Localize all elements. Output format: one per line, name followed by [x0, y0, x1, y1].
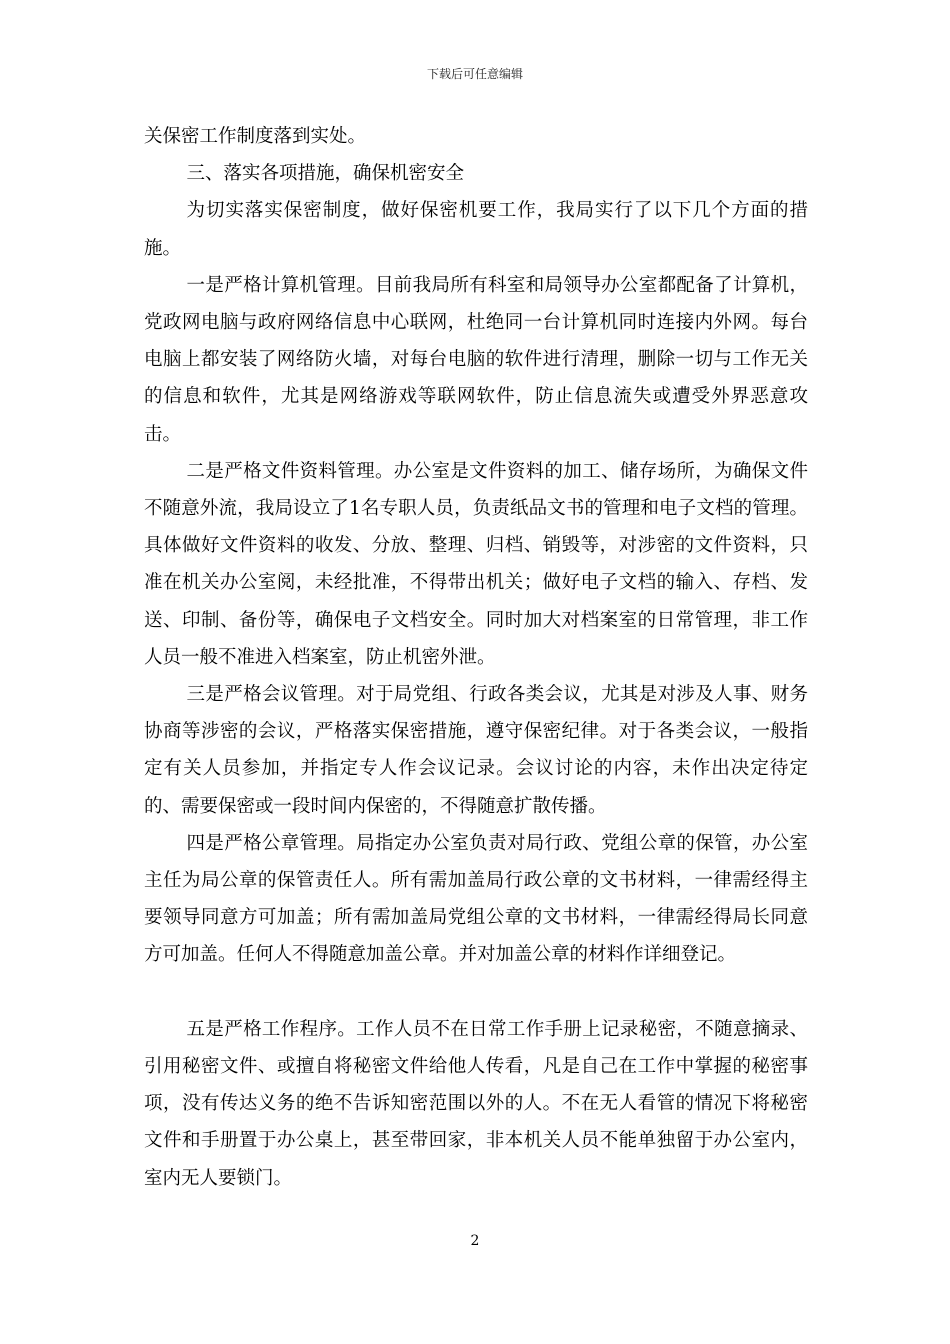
paragraph-document-management: 二是严格文件资料管理。办公室是文件资料的加工、储存场所，为确保文件不随意外流，我局设立了1名专职人员，负责纸品文书的管理和电子文档的管理。具体做好文件资料的收发、分放、整理、归档、销毁等，对涉密的文件资料，只准在机关办公室阅，未经批准，不得带出机关；做好电子文档的输入、存档、发送、印制、备份等，确保电子文档安全。同时加大对档案室的日常管理，非工作人员一般不准进入档案室，防止机密外泄。	[144, 460, 808, 668]
paragraph-computer-management: 一是严格计算机管理。目前我局所有科室和局领导办公室都配备了计算机，党政网电脑与政府网络信息中心联网，杜绝同一台计算机同时连接内外网。每台电脑上都安装了网络防火墙，对每台电脑的软件进行清理，删除一切与工作无关的信息和软件，尤其是网络游戏等联网软件，防止信息流失或遭受外界恶意攻击。	[144, 274, 808, 445]
paragraph-meeting-management: 三是严格会议管理。对于局党组、行政各类会议，尤其是对涉及人事、财务协商等涉密的会议，严格落实保密措施，遵守保密纪律。对于各类会议，一般指定有关人员参加，并指定专人作会议记录。会议讨论的内容，未作出决定待定的、需要保密或一段时间内保密的，不得随意扩散传播。	[144, 684, 808, 817]
paragraph-seal-management: 四是严格公章管理。局指定办公室负责对局行政、党组公章的保管，办公室主任为局公章的保管责任人。所有需加盖局行政公章的文书材料，一律需经得主要领导同意方可加盖；所有需加盖局党组公章的文书材料，一律需经得局长同意方可加盖。任何人不得随意加盖公章。并对加盖公章的材料作详细登记。	[144, 832, 808, 966]
paragraph-work-procedure: 五是严格工作程序。工作人员不在日常工作手册上记录秘密，不随意摘录、引用秘密文件、或擅自将秘密文件给他人传看，凡是自己在工作中掌握的秘密事项，没有传达义务的绝不告诉知密范围以外的人。不在无人看管的情况下将秘密文件和手册置于办公桌上，甚至带回家，非本机关人员不能单独留于办公室内，室内无人要锁门。	[144, 1018, 808, 1189]
paragraph-spacer	[144, 974, 808, 1011]
section-heading: 三、落实各项措施，确保机密安全	[186, 163, 465, 185]
paragraph-intro: 为切实落实保密制度，做好保密机要工作，我局实行了以下几个方面的措施。	[144, 200, 808, 259]
page-header: 下载后可任意编辑	[426, 67, 523, 81]
document-body	[144, 118, 808, 1197]
paragraph-continuation: 关保密工作制度落到实处。	[144, 126, 367, 147]
page-number: 2	[470, 1233, 480, 1249]
